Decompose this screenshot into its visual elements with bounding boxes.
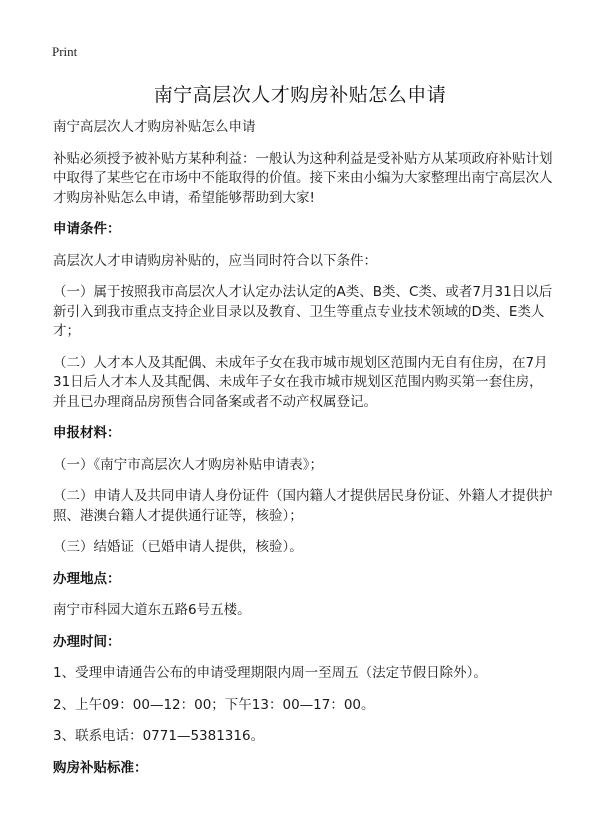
intro-paragraph: 补贴必须授予被补贴方某种利益：一般认为这种利益是受补贴方从某项政府补贴计划中取得了某些它在市场中不能取得的价值。接下来由小编为大家整理出南宁高层次人才购房补贴怎么申请，希望能够帮助到大家! xyxy=(53,150,553,206)
location-text: 南宁市科园大道东五路6号五楼。 xyxy=(53,602,251,618)
materials-item-1: （一）《南宁市高层次人才购房补贴申请表》； xyxy=(53,456,323,473)
standard-heading: 购房补贴标准： xyxy=(53,759,148,776)
materials-heading: 申报材料： xyxy=(53,425,121,441)
conditions-item-1: （一）属于按照我市高层次人才认定办法认定的A类、B类、C类、或者7月31日以后新引入到我市重点支持企业目录以及教育、卫生等重点专业技术领域的D类、E类人才； xyxy=(53,284,553,339)
materials-item-2: （二）申请人及共同申请人身份证件（国内籍人才提供居民身份证、外籍人才提供护照、港澳台籍人才提供通行证等，核验）； xyxy=(53,488,553,524)
page-title: 南宁高层次人才购房补贴怎么申请 xyxy=(153,84,447,106)
print-label: Print xyxy=(52,44,78,59)
hours-item-3: 3、联系电话：0771—5381316。 xyxy=(53,728,265,744)
hours-heading: 办理时间： xyxy=(53,633,121,650)
article-subtitle: 南宁高层次人才购房补贴怎么申请 xyxy=(53,119,256,135)
conditions-item-2: （二）人才本人及其配偶、未成年子女在我市城市规划区范围内无自有住房，在7月31日后人才本人及其配偶、未成年子女在我市城市规划区范围内购买第一套住房，并且已办理商品房预售合同备案或者不动产权属登记。 xyxy=(53,354,548,410)
materials-item-3: （三）结婚证（已婚申请人提供，核验）。 xyxy=(53,539,303,555)
location-heading: 办理地点： xyxy=(53,570,121,587)
conditions-heading: 申请条件： xyxy=(53,221,121,237)
conditions-lead: 高层次人才申请购房补贴的，应当同时符合以下条件： xyxy=(53,252,377,269)
hours-item-2: 2、上午09：00—12：00；下午13：00—17：00。 xyxy=(53,696,375,713)
hours-item-1: 1、受理申请通告公布的申请受理期限内周一至周五（法定节假日除外）。 xyxy=(53,665,487,681)
article-body xyxy=(53,118,553,790)
